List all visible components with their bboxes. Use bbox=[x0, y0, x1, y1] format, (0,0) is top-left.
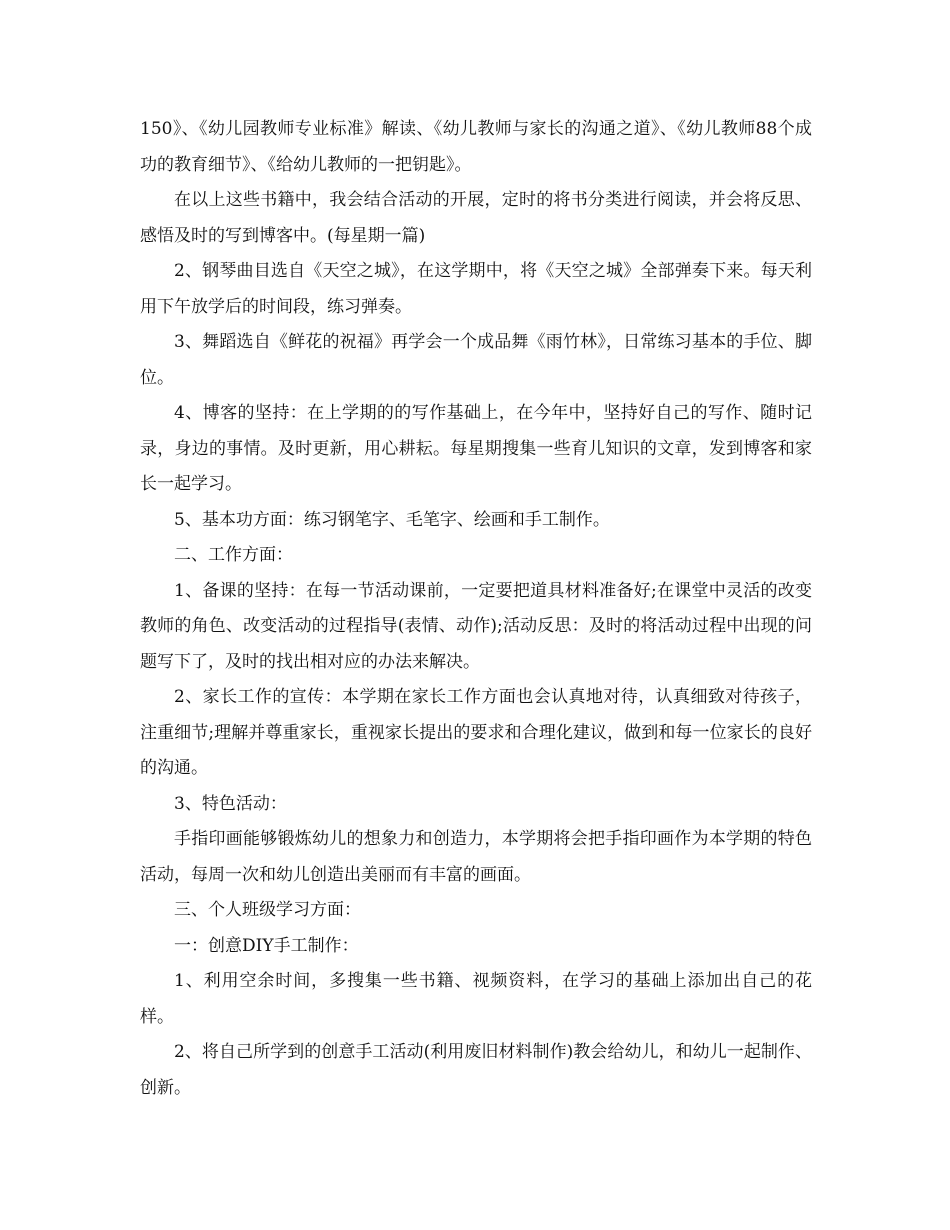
paragraph-reading-plan: 在以上这些书籍中，我会结合活动的开展，定时的将书分类进行阅读，并会将反思、感悟及时的写到博客中。(每星期一篇) bbox=[140, 190, 812, 246]
paragraph-finger-painting: 手指印画能够锻炼幼儿的想象力和创造力，本学期将会把手指印画作为本学期的特色活动，每周一次和幼儿创造出美丽而有丰富的画面。 bbox=[140, 829, 812, 885]
paragraph-parent-work: 2、家长工作的宣传：本学期在家长工作方面也会认真地对待，认真细致对待孩子，注重细节;理解并尊重家长，重视家长提出的要求和合理化建议，做到和每一位家长的良好的沟通。 bbox=[140, 687, 812, 778]
paragraph-teach-craft: 2、将自己所学到的创意手工活动(利用废旧材料制作)教会给幼儿，和幼儿一起制作、创新。 bbox=[140, 1042, 812, 1098]
paragraph-lesson-prep: 1、备课的坚持：在每一节活动课前，一定要把道具材料准备好;在课堂中灵活的改变教师的角色、改变活动的过程指导(表情、动作);活动反思：及时的将活动过程中出现的问题写下了，及时的找出相对应的办法来解决。 bbox=[140, 580, 812, 672]
paragraph-spare-time: 1、利用空余时间，多搜集一些书籍、视频资料，在学习的基础上添加出自己的花样。 bbox=[140, 971, 812, 1027]
paragraph-piano: 2、钢琴曲目选自《天空之城》，在这学期中，将《天空之城》全部弹奏下来。每天利用下午放学后的时间段，练习弹奏。 bbox=[140, 261, 812, 317]
paragraph-dance: 3、舞蹈选自《鲜花的祝福》再学会一个成品舞《雨竹林》，日常练习基本的手位、脚位。 bbox=[140, 332, 812, 388]
paragraph-book-list: 150》、《幼儿园教师专业标准》解读、《幼儿教师与家长的沟通之道》、《幼儿教师88个成功的教育细节》、《给幼儿教师的一把钥匙》。 bbox=[140, 119, 812, 175]
paragraph-blog: 4、博客的坚持：在上学期的的写作基础上，在今年中，坚持好自己的写作、随时记录，身边的事情。及时更新，用心耕耘。每星期搜集一些育儿知识的文章，发到博客和家长一起学习。 bbox=[140, 403, 812, 494]
paragraph-basic-skills: 5、基本功方面：练习钢笔字、毛笔字、绘画和手工制作。 bbox=[174, 509, 610, 530]
subheading-special-activity: 3、特色活动： bbox=[174, 793, 287, 814]
subheading-diy-craft: 一：创意DIY手工制作： bbox=[174, 935, 359, 956]
section-heading-class-study: 三、个人班级学习方面： bbox=[174, 900, 361, 920]
section-heading-work: 二、工作方面： bbox=[174, 545, 293, 565]
document-body bbox=[140, 112, 812, 1106]
